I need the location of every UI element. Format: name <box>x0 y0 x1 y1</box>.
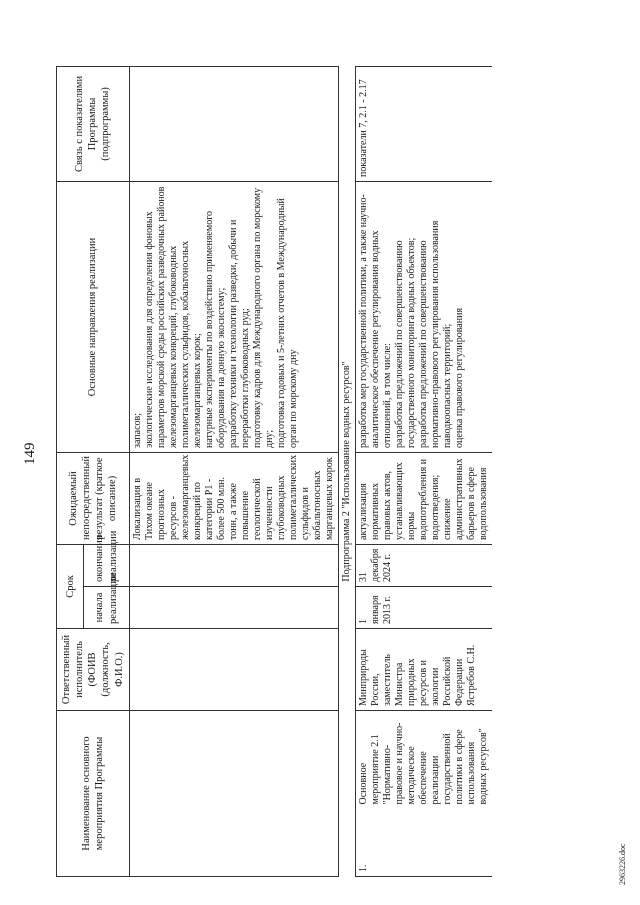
footer-filename: 2963226.doc <box>618 843 627 885</box>
link-cell: показатели 7, 2.1 - 2.17 <box>355 66 492 181</box>
start-cell: 1 января 2013 г. <box>355 586 492 628</box>
header-name: Наименование основного мероприятия Программы <box>57 710 130 876</box>
result-cell: Локализация в Тихом океане прогнозных ресурсов - железомарганцевых конкреций по категории Р1 - более 500 млн. тонн, а также повышение геологической изученности глубоководных полиметаллических сульфидов и кобальтоносных марганцевых корок <box>129 452 338 544</box>
table-header-row <box>57 66 84 876</box>
measures-table <box>56 66 492 877</box>
header-responsible: Ответственный исполнитель (ФОИВ (должность, Ф.И.О.) <box>57 628 130 710</box>
row-number: 1. <box>355 809 492 877</box>
result-cell: актуализация нормативных правовых актов, устанавливающих нормы водопотребления и водоотведения; снижение административных барьеров в сфере водопользования <box>355 452 492 544</box>
header-term: Срок <box>57 544 84 628</box>
responsible-cell: Минприроды России, заместитель Министра природных ресурсов и экологии Российской Федерации Ястребов С.Н. <box>355 628 492 710</box>
directions-cell: запасов; экологические исследования для определения фоновых параметров морской среды российских разведочных районов железомарганцевых конкреций, глубоководных полиметаллических сульфидов, кобальтоносных железомарганцевых корок; натурные эксперименты по воздействию применяемого оборудования на донную экосистему; разработку техники и технологии разведки, добычи и переработки глубоководных руд; подготовку кадров для Международного органа по морскому дну; подготовка годовых и 5-летних отчетов в Международный орган по морскому дну <box>129 181 338 452</box>
measure-name: Основное мероприятие 2.1 "Нормативно-правовое и научно-методическое обеспечение реализации государственной политики в сфере использования водных ресурсов" <box>355 710 492 808</box>
header-result: Ожидаемый непосредственный результат (краткое описание) <box>57 452 130 544</box>
directions-cell: разработка мер государственной политики, а также научно-аналитическое обеспечение регулирования водных отношений, в том числе: разработка предложений по совершенствованию государственного мониторинга водных объектов; разработка предложений по совершенствованию нормативно-правового регулирования использования паводкоопасных территорий; оценка правового регулирования <box>355 181 492 452</box>
subprogram-title: Подпрограмма 2 "Использование водных ресурсов" <box>338 66 355 876</box>
header-end: окончания реализации <box>84 544 129 586</box>
header-directions: Основные направления реализации <box>57 181 130 452</box>
table-row <box>355 66 492 876</box>
end-cell: 31 декабря 2024 г. <box>355 544 492 586</box>
table-row-continued <box>129 66 338 876</box>
header-start: начала реализации <box>84 586 129 628</box>
page-number: 149 <box>22 442 38 465</box>
subprogram-title-row <box>338 66 355 876</box>
header-link: Связь с показателями Программы (подпрограммы) <box>57 66 130 181</box>
